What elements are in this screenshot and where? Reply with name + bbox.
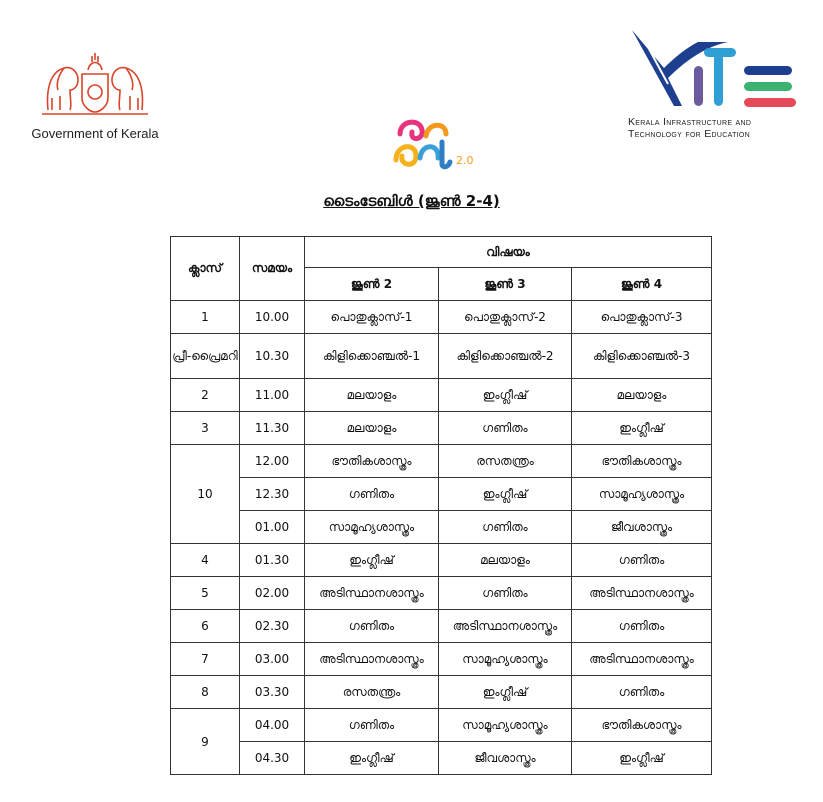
table-row — [171, 301, 712, 334]
subject-cell: ഗണിതം — [572, 544, 712, 577]
time-cell: 01.00 — [240, 511, 305, 544]
class-cell: 10 — [171, 445, 240, 544]
class-cell: 1 — [171, 301, 240, 334]
time-cell: 02.30 — [240, 610, 305, 643]
time-cell: 10.00 — [240, 301, 305, 334]
class-cell: 6 — [171, 610, 240, 643]
subject-cell: ഇംഗ്ലീഷ് — [439, 478, 572, 511]
subject-cell: ഗണിതം — [305, 709, 439, 742]
subject-cell: സാമൂഹ്യശാസ്ത്രം — [305, 511, 439, 544]
time-cell: 04.00 — [240, 709, 305, 742]
class-cell: 3 — [171, 412, 240, 445]
class-cell: 2 — [171, 379, 240, 412]
subject-cell: സാമൂഹ്യശാസ്ത്രം — [439, 709, 572, 742]
table-row — [171, 577, 712, 610]
subject-cell: ഗണിതം — [305, 610, 439, 643]
gok-label: Government of Kerala — [31, 126, 159, 141]
col-time-header: സമയം — [240, 237, 305, 301]
table-row — [171, 676, 712, 709]
subject-cell: ഗണിതം — [572, 610, 712, 643]
subject-cell: ഇംഗ്ലീഷ് — [305, 544, 439, 577]
subject-cell: ഗണിതം — [439, 577, 572, 610]
table-row — [171, 334, 712, 379]
table-row — [171, 544, 712, 577]
class-cell: 8 — [171, 676, 240, 709]
subject-cell: ഗണിതം — [305, 478, 439, 511]
subject-cell: ജീവശാസ്ത്രം — [439, 742, 572, 775]
col-class-header: ക്ലാസ് — [171, 237, 240, 301]
first-bell-version: 2.0 — [456, 154, 474, 167]
subject-cell: മലയാളം — [439, 544, 572, 577]
class-cell: 4 — [171, 544, 240, 577]
timetable — [170, 236, 712, 775]
subject-cell: പൊതുക്ലാസ്-2 — [439, 301, 572, 334]
kite-logo-icon — [628, 28, 800, 112]
time-cell: 01.30 — [240, 544, 305, 577]
subject-cell: രസതന്ത്രം — [305, 676, 439, 709]
subject-cell: ഇംഗ്ലീഷ് — [572, 412, 712, 445]
table-row — [171, 643, 712, 676]
class-cell: 5 — [171, 577, 240, 610]
kite-name-line2: Technology for Education — [628, 128, 750, 140]
table-row — [171, 511, 712, 544]
subject-cell: ഇംഗ്ലീഷ് — [572, 742, 712, 775]
subject-cell: ഭൗതികശാസ്ത്രം — [572, 709, 712, 742]
subject-cell: രസതന്ത്രം — [439, 445, 572, 478]
time-cell: 10.30 — [240, 334, 305, 379]
time-cell: 03.30 — [240, 676, 305, 709]
subject-cell: അടിസ്ഥാനശാസ്ത്രം — [305, 643, 439, 676]
time-cell: 12.00 — [240, 445, 305, 478]
subject-cell: ഇംഗ്ലീഷ് — [439, 676, 572, 709]
subject-cell: മലയാളം — [572, 379, 712, 412]
subject-cell: ഭൗതികശാസ്ത്രം — [572, 445, 712, 478]
kite-logo-block — [628, 28, 808, 140]
subject-cell: അടിസ്ഥാനശാസ്ത്രം — [439, 610, 572, 643]
time-cell: 03.00 — [240, 643, 305, 676]
subject-cell: കിളിക്കൊഞ്ചൽ-3 — [572, 334, 712, 379]
table-row — [171, 445, 712, 478]
subject-cell: ഇംഗ്ലീഷ് — [305, 742, 439, 775]
table-row — [171, 742, 712, 775]
day-header: ജൂൺ 3 — [439, 268, 572, 301]
subject-cell: ഇംഗ്ലീഷ് — [439, 379, 572, 412]
time-cell: 12.30 — [240, 478, 305, 511]
subject-cell: കിളിക്കൊഞ്ചൽ-2 — [439, 334, 572, 379]
class-cell: 7 — [171, 643, 240, 676]
table-row — [171, 610, 712, 643]
day-header: ജൂൺ 2 — [305, 268, 439, 301]
time-cell: 11.30 — [240, 412, 305, 445]
gok-logo-block — [20, 50, 170, 141]
first-bell-logo — [388, 112, 488, 172]
time-cell: 02.00 — [240, 577, 305, 610]
table-row — [171, 412, 712, 445]
subject-cell: ജീവശാസ്ത്രം — [572, 511, 712, 544]
subject-cell: ഗണിതം — [572, 676, 712, 709]
first-bell-logo-icon — [388, 112, 488, 172]
day-header: ജൂൺ 4 — [572, 268, 712, 301]
time-cell: 04.30 — [240, 742, 305, 775]
time-cell: 11.00 — [240, 379, 305, 412]
subject-cell: സാമൂഹ്യശാസ്ത്രം — [439, 643, 572, 676]
subject-cell: മലയാളം — [305, 412, 439, 445]
subject-cell: പൊതുക്ലാസ്-1 — [305, 301, 439, 334]
table-row — [171, 379, 712, 412]
header-row — [171, 237, 712, 268]
kerala-emblem-icon — [40, 50, 150, 118]
subject-cell: ഗണിതം — [439, 511, 572, 544]
col-subject-header: വിഷയം — [305, 237, 712, 268]
subject-cell: മലയാളം — [305, 379, 439, 412]
table-row — [171, 478, 712, 511]
class-cell: പ്രീ-പ്രൈമറി — [171, 334, 240, 379]
subject-cell: പൊതുക്ലാസ്-3 — [572, 301, 712, 334]
table-row — [171, 709, 712, 742]
kite-name-line1: Kerala Infrastructure and — [628, 116, 752, 128]
subject-cell: അടിസ്ഥാനശാസ്ത്രം — [305, 577, 439, 610]
page-title: ടൈംടേബിൾ (ജൂൺ 2-4) — [323, 192, 500, 210]
class-cell: 9 — [171, 709, 240, 775]
subject-cell: അടിസ്ഥാനശാസ്ത്രം — [572, 643, 712, 676]
subject-cell: കിളിക്കൊഞ്ചൽ-1 — [305, 334, 439, 379]
subject-cell: ഭൗതികശാസ്ത്രം — [305, 445, 439, 478]
subject-cell: ഗണിതം — [439, 412, 572, 445]
subject-cell: അടിസ്ഥാനശാസ്ത്രം — [572, 577, 712, 610]
subject-cell: സാമൂഹ്യശാസ്ത്രം — [572, 478, 712, 511]
